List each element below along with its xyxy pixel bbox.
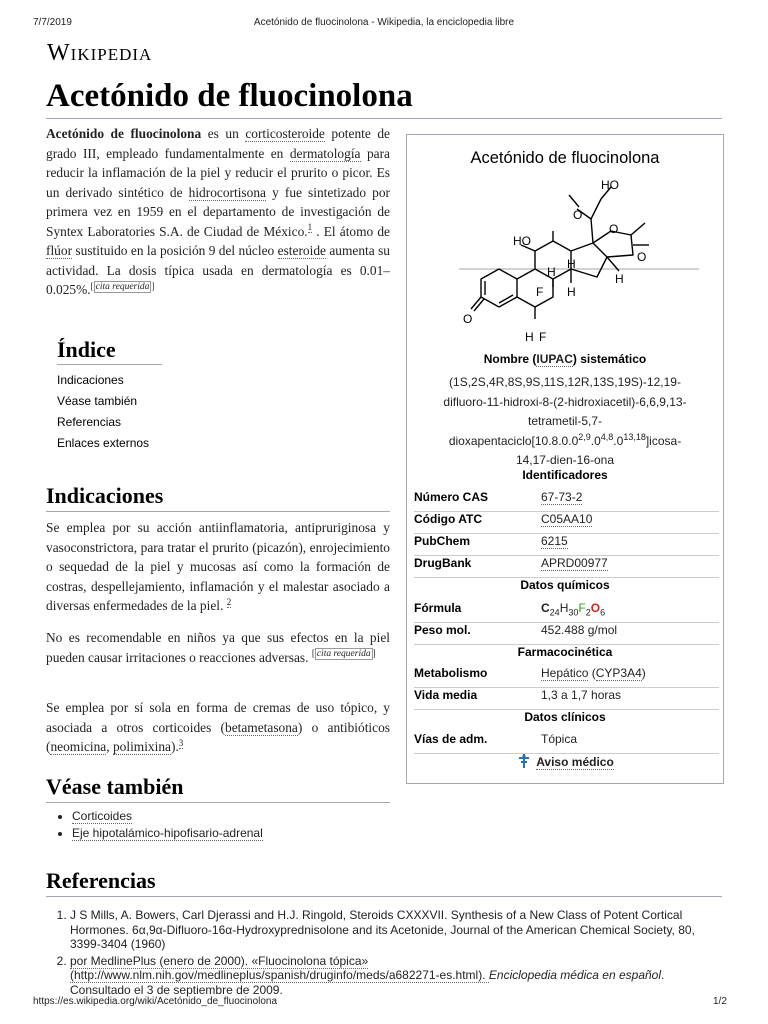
referencias-rule: [46, 896, 722, 897]
structure-label: F: [539, 330, 547, 344]
chemical-structure-diagram: [451, 179, 701, 351]
row-peso-mol: Peso mol. 452.488 g/mol: [414, 623, 719, 643]
reference-1: 1. J S Mills, A. Bowers, Carl Djerassi and H.J. Ringold, Steroids CXXXVII. Synthesis of a New Class of Potent Cortical Hormones. 6α,9α-Difluoro-16α-Hydroxyprednisolone and its Acetonide, Journal of the American Chemical Society, 80, 3399-3404 (1960): [70, 908, 722, 952]
ref-2[interactable]: 2: [226, 596, 232, 607]
link-iupac[interactable]: IUPAC: [536, 352, 573, 366]
toc-title: Índice: [57, 337, 116, 362]
toc-item-enlaces[interactable]: Enlaces externos: [57, 436, 150, 450]
row-vida-media: Vida media 1,3 a 1,7 horas: [414, 688, 719, 708]
link-esteroide[interactable]: esteroide: [277, 243, 326, 258]
structure-label: H: [567, 257, 576, 271]
print-page-number: 1/2: [713, 996, 727, 1007]
lead-bold-term: Acetónido de fluocinolona: [46, 126, 202, 141]
row-vias: Vías de adm. Tópica: [414, 732, 719, 752]
title-rule: [46, 118, 722, 119]
link-hidrocortisona[interactable]: hidrocortisona: [188, 184, 266, 200]
toc-rule: [57, 364, 162, 365]
cita-requerida-link[interactable]: cita requerida: [95, 281, 150, 292]
page-title: Acetónido de fluocinolona: [46, 78, 413, 114]
medical-caduceus-icon: [516, 753, 532, 769]
link-hepatico[interactable]: Hepático: [541, 666, 589, 680]
structure-label: HO: [601, 179, 619, 192]
row-atc: Código ATC C05AA10: [414, 512, 719, 532]
ref-1[interactable]: 1: [307, 222, 313, 233]
section-identificadores: Identificadores: [522, 468, 608, 482]
cita-requerida-link-2[interactable]: cita requerida: [316, 649, 371, 660]
structure-label: O: [637, 250, 647, 264]
print-date: 7/7/2019: [33, 17, 72, 28]
references-list: [52, 908, 722, 999]
infobox-title: Acetónido de fluocinolona: [470, 149, 660, 167]
structure-label: O: [573, 208, 583, 222]
link-betametasona[interactable]: betametasona: [225, 719, 298, 735]
section-farmacocinetica: Farmacocinética: [517, 645, 613, 659]
structure-label: O: [463, 312, 473, 326]
link-neomicina[interactable]: neomicina: [50, 739, 107, 754]
row-drugbank: DrugBank APRD00977: [414, 556, 719, 576]
row-cas: Número CAS 67-73-2: [414, 490, 719, 510]
structure-label: HO: [513, 234, 531, 248]
wikipedia-wordmark[interactable]: Wikipedia: [47, 40, 153, 66]
row-formula: Fórmula $C_{24}H_{30}F_2O_6$: [414, 601, 719, 621]
cas-link[interactable]: 67-73-2: [541, 490, 583, 504]
indicaciones-p1: Se emplea por su acción antiinflamatoria, antipruriginosa y vasoconstrictora, para tratar el prurito (picazón), enrojecimiento o sequedad de la piel y mucosas así como la formación de costras, despellejamiento, inflamación y el malestar asociado a diversas enfermedades de la piel. $^2$: [46, 520, 390, 613]
print-page-title: Acetónido de fluocinolona - Wikipedia, la enciclopedia libre: [253, 17, 515, 28]
indicaciones-p3: Se emplea por sí sola en forma de cremas de uso tópico, y asociada a otros corticoides (betametasona) o antibióticos (neomicina, polimixina).$^3$: [46, 700, 390, 754]
vease-rule: [46, 802, 390, 803]
structure-label: H: [567, 285, 576, 299]
list-item: [72, 808, 263, 825]
print-url: https://es.wikipedia.org/wiki/Acetónido_de_fluocinolona: [33, 996, 278, 1007]
link-dermatologia[interactable]: dermatología: [289, 145, 361, 161]
structure-label: F: [536, 285, 544, 299]
indicaciones-rule: [46, 511, 390, 512]
iupac-header: Nombre (IUPAC) sistemático: [483, 352, 647, 366]
reference-2-link[interactable]: por MedlinePlus (enero de 2000). «Fluocinolona tópica» (http://www.nlm.nih.gov/medlineplus/spanish/druginfo/meds/a682271-es.html).: [70, 953, 489, 982]
row-pubchem: PubChem 6215: [414, 534, 719, 554]
pubchem-link[interactable]: 6215: [541, 534, 568, 548]
list-item: [72, 825, 263, 842]
structure-label: O: [609, 222, 619, 236]
link-polimixina[interactable]: polimixina: [112, 739, 171, 754]
drug-infobox: [406, 134, 724, 784]
iupac-name: (1S,2S,4R,8S,9S,11S,12R,13S,19S)-12,19- difluoro-11-hidroxi-8-(2-hidroxiacetil)-6,6,9,13- tetrametil-5,7- dioxapentaciclo[10.8.0.0$^{2,9}$.0$^{4,8}$.0$^{13,18}$]icosa- 14,17-dien-16-ona: [443, 375, 687, 467]
see-also-list: [58, 808, 263, 842]
toc-item-vease[interactable]: Véase también: [57, 394, 138, 408]
structure-label: H: [547, 265, 556, 279]
section-datos-quimicos: Datos químicos: [520, 578, 610, 592]
toc-item-referencias[interactable]: Referencias: [57, 415, 122, 429]
structure-label: H: [525, 330, 534, 344]
row-metabolismo: Metabolismo Hepático (CYP3A4): [414, 666, 719, 686]
ref-3[interactable]: 3: [178, 737, 184, 748]
link-cyp3a4[interactable]: CYP3A4: [595, 666, 642, 680]
section-datos-clinicos: Datos clínicos: [524, 710, 606, 724]
link-corticosteroide[interactable]: corticosteroide: [245, 126, 325, 141]
heading-vease: Véase también: [46, 774, 184, 799]
heading-indicaciones: Indicaciones: [46, 483, 164, 508]
link-fluor[interactable]: flúor: [46, 243, 73, 258]
indicaciones-p2: No es recomendable en niños ya que sus efectos en la piel pueden causar irritaciones o reacciones adversas. [ cita requerida ]: [46, 630, 390, 665]
lead-paragraph: Acetónido de fluocinolona es un corticosteroide potente de grado III, empleado fundamentalmente en dermatología para reducir la inflamación de la piel y reducir el prurito o picor. Es un derivado sintético de hidrocortisona y fue sintetizado por primera vez en 1959 en el departamento de investigación de Syntex Laboratories S.A. de Ciudad de México.$^1$ . El átomo de flúor sustituido en la posición 9 del núcleo esteroide aumenta su actividad. La dosis típica usada en dermatología es 0.01–0.025%.[ cita requerida ]: [46, 126, 391, 297]
molecular-formula: $C_{24}H_{30}F_2O_6$: [541, 601, 606, 618]
atc-link[interactable]: C05AA10: [541, 512, 593, 526]
structure-label: H: [615, 272, 624, 286]
reference-2: 2. por MedlinePlus (enero de 2000). «Fluocinolona tópica» (http://www.nlm.nih.gov/medlineplus/spanish/druginfo/meds/a682271-es.html). Enciclopedia médica en español. Consultado el 3 de septiembre de 2009.: [70, 954, 722, 998]
link-eje-hipotalamico[interactable]: Eje hipotalámico-hipofisario-adrenal: [72, 826, 263, 840]
drugbank-link[interactable]: APRD00977: [541, 556, 608, 570]
link-corticoides[interactable]: Corticoides: [72, 809, 133, 823]
toc-item-indicaciones[interactable]: Indicaciones: [57, 373, 124, 387]
heading-referencias: Referencias: [46, 868, 156, 893]
aviso-medico-link[interactable]: Aviso médico: [407, 753, 723, 769]
